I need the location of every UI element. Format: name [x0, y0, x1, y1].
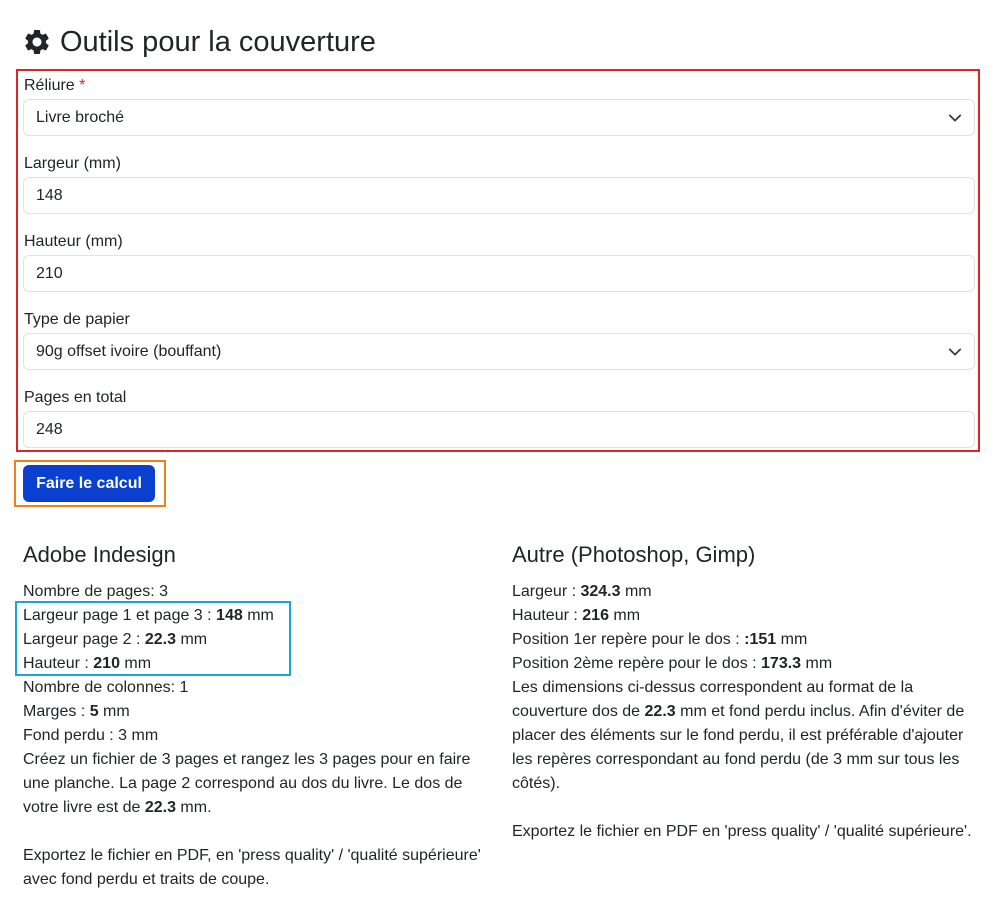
reliure-select[interactable]	[23, 99, 975, 136]
indesign-section	[23, 540, 483, 892]
autre-heading: Autre (Photoshop, Gimp)	[512, 542, 756, 567]
indesign-description: Créez un fichier de 3 pages et rangez les 3 pages pour en faire une planche. La page 2 correspond au dos du livre. Le dos de votre livre est de 22.3 mm.	[23, 751, 471, 816]
indesign-nb-pages: Nombre de pages: 3	[23, 583, 168, 600]
papier-value: 90g offset ivoire (bouffant)	[36, 342, 222, 360]
autre-largeur: Largeur : 324.3 mm	[512, 583, 652, 600]
dimensions-highlight	[15, 601, 291, 676]
hauteur-label: Hauteur (mm)	[24, 233, 123, 250]
indesign-fond-perdu: Fond perdu : 3 mm	[23, 727, 159, 744]
page-title-text: Outils pour la couverture	[60, 25, 376, 58]
autre-description: Les dimensions ci-dessus correspondent au format de la couverture dos de 22.3 mm et fond perdu inclus. Afin d'éviter de placer des éléments sur le fond perdu, il est préférable d'ajouter les repères correspondant au fond perdu (de 3 mm sur tous les côtés).	[512, 679, 965, 792]
required-marker: *	[79, 77, 86, 94]
indesign-heading: Adobe Indesign	[23, 542, 176, 567]
indesign-largeur-p2: Largeur page 2 : 22.3 mm	[23, 631, 208, 648]
largeur-label: Largeur (mm)	[24, 155, 121, 172]
page-title	[22, 22, 376, 62]
reliure-label: Réliure *	[24, 77, 86, 94]
chevron-down-icon	[948, 345, 962, 359]
reliure-value: Livre broché	[36, 108, 125, 126]
indesign-marges: Marges : 5 mm	[23, 703, 130, 720]
autre-section	[512, 540, 982, 844]
autre-position-1: Position 1er repère pour le dos : :151 mm	[512, 631, 808, 648]
hauteur-input[interactable]: 210	[23, 255, 975, 292]
largeur-input[interactable]: 148	[23, 177, 975, 214]
indesign-hauteur: Hauteur : 210 mm	[23, 655, 152, 672]
calculate-button[interactable]: Faire le calcul	[23, 465, 155, 502]
indesign-largeur-p13: Largeur page 1 et page 3 : 148 mm	[23, 607, 274, 624]
autre-export: Exportez le fichier en PDF en 'press quality' / 'qualité supérieure'.	[512, 823, 972, 840]
papier-select[interactable]	[23, 333, 975, 370]
indesign-export: Exportez le fichier en PDF, en 'press quality' / 'qualité supérieure' avec fond perdu et traits de coupe.	[23, 847, 481, 888]
chevron-down-icon	[948, 111, 962, 125]
autre-hauteur: Hauteur : 216 mm	[512, 607, 641, 624]
pages-input[interactable]: 248	[23, 411, 975, 448]
indesign-colonnes: Nombre de colonnes: 1	[23, 679, 189, 696]
gear-icon	[22, 27, 52, 57]
autre-position-2: Position 2ème repère pour le dos : 173.3 mm	[512, 655, 833, 672]
pages-label: Pages en total	[24, 389, 127, 406]
papier-label: Type de papier	[24, 311, 130, 328]
